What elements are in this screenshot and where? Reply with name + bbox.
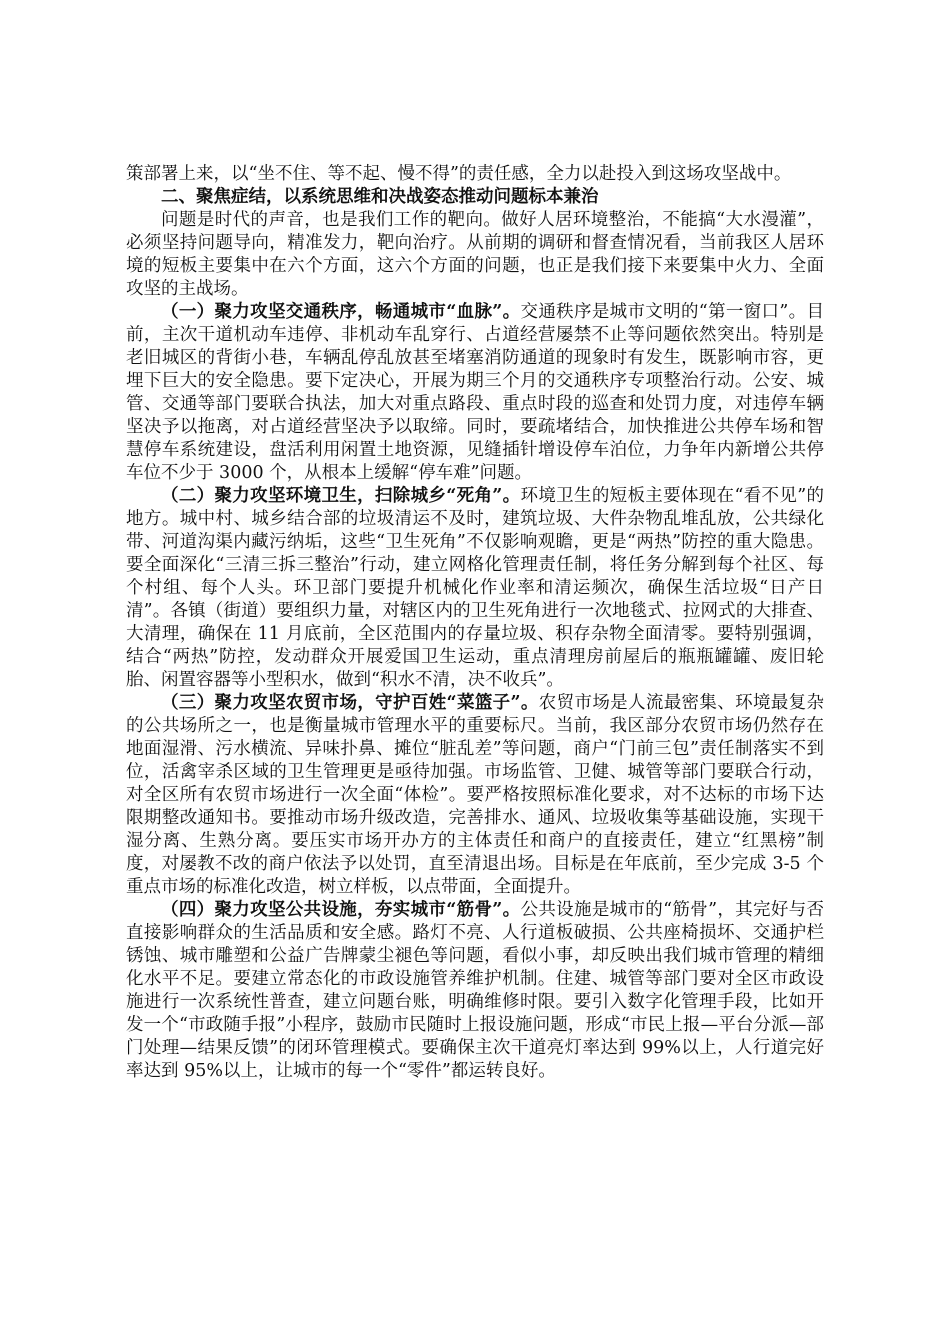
section-paragraph-1 — [126, 301, 824, 485]
section-body: 交通秩序是城市文明的“第一窗口”。目前，主次干道机动车违停、非机动车乱穿行、占道经营屡禁不止等问题依然突出。特别是老旧城区的背街小巷，车辆乱停乱放甚至堵塞消防通道的现象时有发生，既影响市容，更埋下巨大的安全隐患。要下定决心，开展为期三个月的交通秩序专项整治行动。公安、城管、交通等部门要联合执法，加大对重点路段、重点时段的巡查和处罚力度，对违停车辆坚决予以拖离，对占道经营坚决予以取缔。同时，要疏堵结合，加快推进公共停车场和智慧停车系统建设，盘活利用闲置土地资源，见缝插针增设停车泊位，力争年内新增公共停车位不少于 3000 个，从根本上缓解“停车难”问题。 — [126, 302, 824, 483]
section-body: 公共设施是城市的“筋骨”，其完好与否直接影响群众的生活品质和安全感。路灯不亮、人行道板破损、公共座椅损坏、交通护栏锈蚀、城市雕塑和公益广告牌蒙尘褪色等问题，看似小事，却反映出我们城市管理的精细化水平不足。要建立常态化的市政设施管养维护机制。住建、城管等部门要对全区市政设施进行一次系统性普查，建立问题台账，明确维修时限。要引入数字化管理手段，比如开发一个“市政随手报”小程序，鼓励市民随时上报设施问题，形成“市民上报—平台分派—部门处理—结果反馈”的闭环管理模式。要确保主次干道亮灯率达到 99%以上，人行道完好率达到 95%以上，让城市的每一个“零件”都运转良好。 — [126, 900, 824, 1081]
paragraph-continuation: 策部署上来，以“坐不住、等不起、慢不得”的责任感，全力以赴投入到这场攻坚战中。 — [126, 164, 792, 184]
section-lead: （二）聚力攻坚环境卫生，扫除城乡“死角”。 — [161, 486, 521, 506]
section-body: 农贸市场是人流最密集、环境最复杂的公共场所之一，也是衡量城市管理水平的重要标尺。当前，我区部分农贸市场仍然存在地面湿滑、污水横流、异味扑鼻、摊位“脏乱差”等问题，商户“门前三包”责任制落实不到位，活禽宰杀区域的卫生管理更是亟待加强。市场监管、卫健、城管等部门要联合行动，对全区所有农贸市场进行一次全面“体检”。要严格按照标准化要求，对不达标的市场下达限期整改通知书。要推动市场升级改造，完善排水、通风、垃圾收集等基础设施，实现干湿分离、生熟分离。要压实市场开办方的主体责任和商户的直接责任，建立“红黑榜”制度，对屡教不改的商户依法予以处罚，直至清退出场。目标是在年底前，至少完成 3-5 个重点市场的标准化改造，树立样板，以点带面，全面提升。 — [126, 693, 824, 897]
section-paragraph-3 — [126, 692, 824, 899]
section-lead: （一）聚力攻坚交通秩序，畅通城市“血脉”。 — [161, 302, 521, 322]
section-heading: 二、聚焦症结，以系统思维和决战姿态推动问题标本兼治 — [161, 187, 599, 207]
section-paragraph-4 — [126, 899, 824, 1083]
section-lead: （四）聚力攻坚公共设施，夯实城市“筋骨”。 — [161, 900, 521, 920]
section-body: 环境卫生的短板主要体现在“看不见”的地方。城中村、城乡结合部的垃圾清运不及时，建筑垃圾、大件杂物乱堆乱放，公共绿化带、河道沟渠内藏污纳垢，这些“卫生死角”不仅影响观瞻，更是“两热”防控的重大隐患。要全面深化“三清三拆三整治”行动，建立网格化管理责任制，将任务分解到每个社区、每个村组、每个人头。环卫部门要提升机械化作业率和清运频次，确保生活垃圾“日产日清”。各镇（街道）要组织力量，对辖区内的卫生死角进行一次地毯式、拉网式的大排查、大清理，确保在 11 月底前，全区范围内的存量垃圾、积存杂物全面清零。要特别强调，结合“两热”防控，发动群众开展爱国卫生运动，重点清理房前屋后的瓶瓶罐罐、废旧轮胎、闲置容器等小型积水，做到“积水不清，决不收兵”。 — [126, 486, 824, 690]
section-paragraph-2 — [126, 485, 824, 692]
intro-paragraph: 问题是时代的声音，也是我们工作的靶向。做好人居环境整治，不能搞“大水漫灌”，必须坚持问题导向，精准发力，靶向治疗。从前期的调研和督查情况看，当前我区人居环境的短板主要集中在六个方面，这六个方面的问题，也正是我们接下来要集中火力、全面攻坚的主战场。 — [126, 210, 824, 299]
section-lead: （三）聚力攻坚农贸市场，守护百姓“菜篮子”。 — [161, 693, 539, 713]
